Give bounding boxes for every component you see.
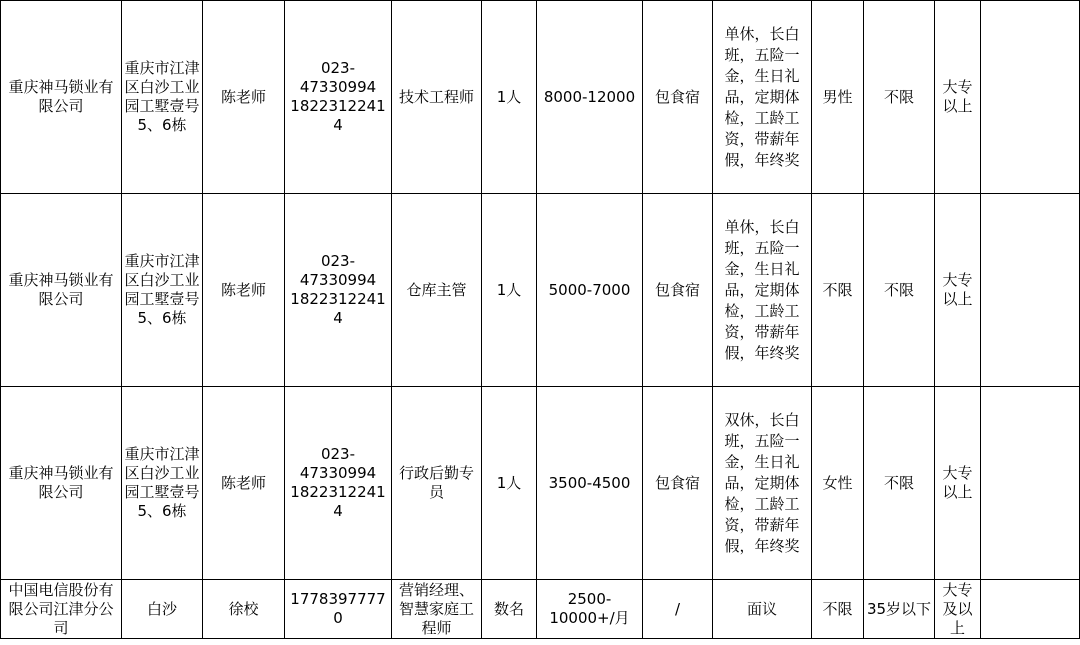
address-cell: 重庆市江津区白沙工业园工墅壹号5、6栋	[122, 194, 203, 387]
company-cell: 重庆神马锁业有限公司	[1, 1, 122, 194]
gender-cell: 男性	[812, 1, 864, 194]
remark-cell	[981, 580, 1080, 639]
salary-cell: 5000-7000	[537, 194, 643, 387]
salary-cell: 8000-12000	[537, 1, 643, 194]
remark-cell	[981, 387, 1080, 580]
position-cell: 技术工程师	[392, 1, 482, 194]
salary-cell: 2500- 10000+/月	[537, 580, 643, 639]
phone-cell: 023- 47330994 18223122414	[285, 387, 392, 580]
accommodation-cell: 包食宿	[643, 387, 713, 580]
gender-cell: 女性	[812, 387, 864, 580]
phone-cell: 023- 47330994 18223122414	[285, 194, 392, 387]
remark-cell	[981, 194, 1080, 387]
phone-cell: 023- 47330994 18223122414	[285, 1, 392, 194]
count-cell: 1人	[482, 1, 537, 194]
table-row	[1, 194, 1080, 387]
count-cell: 1人	[482, 194, 537, 387]
age-cell: 35岁以下	[864, 580, 935, 639]
address-cell: 重庆市江津区白沙工业园工墅壹号5、6栋	[122, 387, 203, 580]
age-cell: 不限	[864, 194, 935, 387]
age-cell: 不限	[864, 1, 935, 194]
accommodation-cell: /	[643, 580, 713, 639]
table-row	[1, 387, 1080, 580]
benefits-cell: 面议	[713, 580, 812, 639]
position-cell: 仓库主管	[392, 194, 482, 387]
remark-cell	[981, 1, 1080, 194]
position-cell: 行政后勤专员	[392, 387, 482, 580]
position-cell: 营销经理、智慧家庭工程师	[392, 580, 482, 639]
address-cell: 白沙	[122, 580, 203, 639]
salary-cell: 3500-4500	[537, 387, 643, 580]
company-cell: 重庆神马锁业有限公司	[1, 387, 122, 580]
company-cell: 中国电信股份有限公司江津分公司	[1, 580, 122, 639]
education-cell: 大专以上	[935, 387, 981, 580]
accommodation-cell: 包食宿	[643, 194, 713, 387]
company-cell: 重庆神马锁业有限公司	[1, 194, 122, 387]
education-cell: 大专以上	[935, 1, 981, 194]
count-cell: 数名	[482, 580, 537, 639]
age-cell: 不限	[864, 387, 935, 580]
contact-cell: 陈老师	[203, 194, 285, 387]
gender-cell: 不限	[812, 580, 864, 639]
education-cell: 大专及以上	[935, 580, 981, 639]
table-row	[1, 1, 1080, 194]
count-cell: 1人	[482, 387, 537, 580]
benefits-cell: 双休，长白班，五险一金，生日礼品，定期体检，工龄工资，带薪年假，年终奖	[713, 387, 812, 580]
benefits-cell: 单休，长白班，五险一金，生日礼品，定期体检，工龄工资，带薪年假，年终奖	[713, 1, 812, 194]
table-row	[1, 580, 1080, 639]
gender-cell: 不限	[812, 194, 864, 387]
address-cell: 重庆市江津区白沙工业园工墅壹号5、6栋	[122, 1, 203, 194]
education-cell: 大专以上	[935, 194, 981, 387]
accommodation-cell: 包食宿	[643, 1, 713, 194]
contact-cell: 徐校	[203, 580, 285, 639]
benefits-cell: 单休，长白班，五险一金，生日礼品，定期体检，工龄工资，带薪年假，年终奖	[713, 194, 812, 387]
phone-cell: 17783977770	[285, 580, 392, 639]
contact-cell: 陈老师	[203, 1, 285, 194]
contact-cell: 陈老师	[203, 387, 285, 580]
